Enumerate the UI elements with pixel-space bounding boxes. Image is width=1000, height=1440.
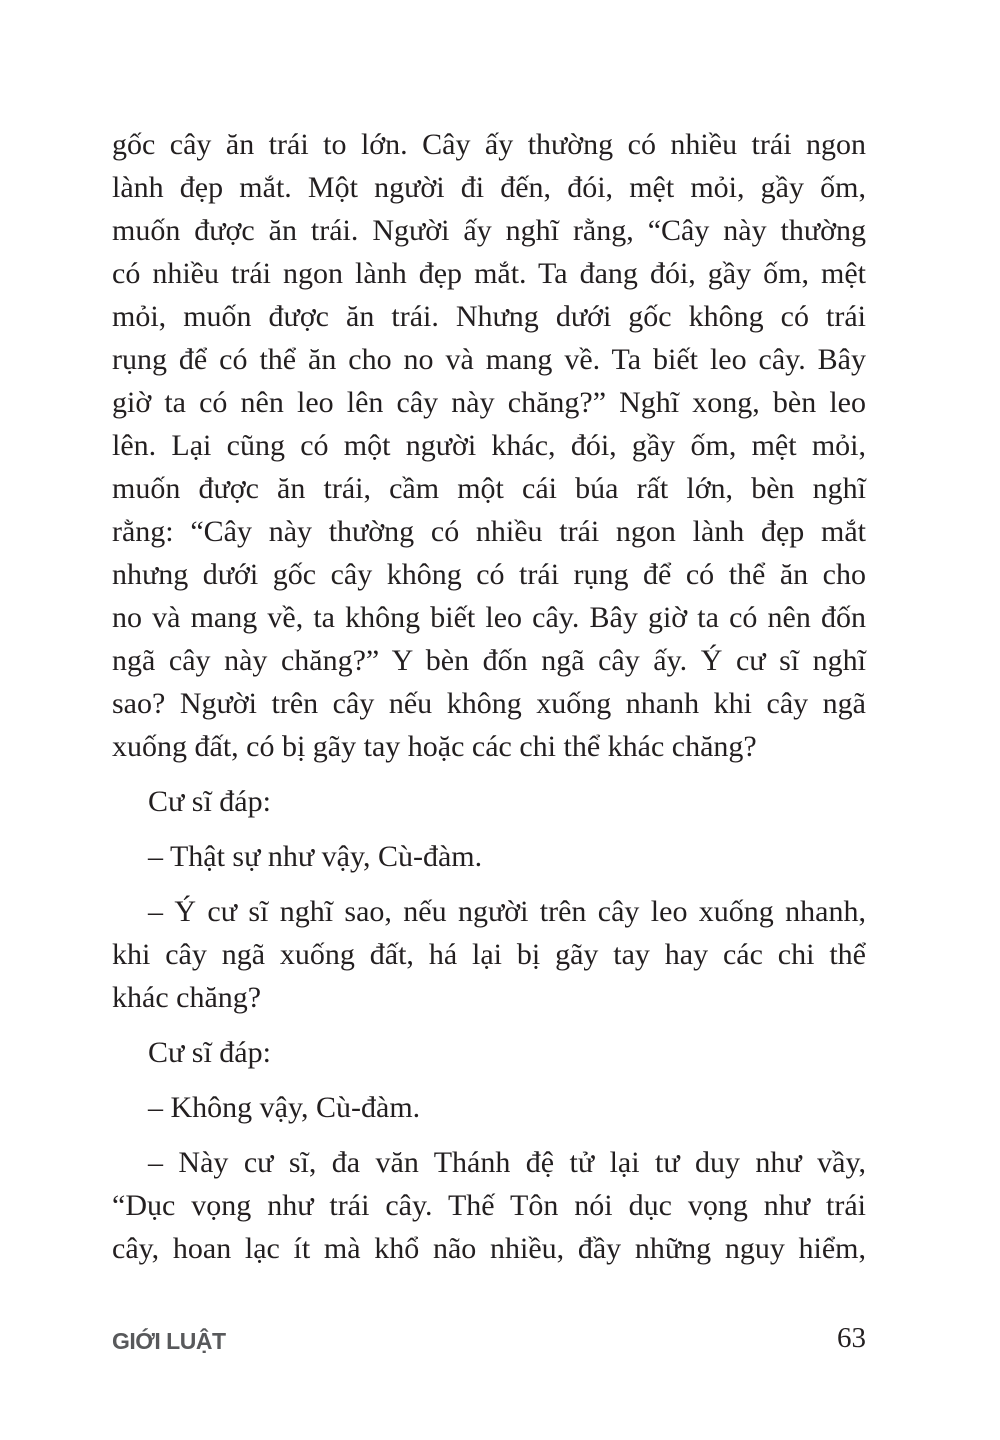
text-line: xuống đất, có bị gãy tay hoặc các chi thể khác chăng? [112,730,757,763]
paragraph-7 [112,1141,866,1270]
page-number: 63 [837,1322,866,1354]
paragraph-5: Cư sĩ đáp: [148,1036,271,1069]
paragraph-2: Cư sĩ đáp: [148,785,271,818]
text-line: nhưng dưới gốc cây không có trái rụng để có thể ăn cho [112,558,866,591]
text-line: lên. Lại cũng có một người khác, đói, gầy ốm, mệt mỏi, [112,429,866,462]
text-line: muốn được ăn trái, cầm một cái búa rất lớn, bèn nghĩ [112,472,866,505]
text-line: mỏi, muốn được ăn trái. Nhưng dưới gốc không có trái [112,300,866,333]
text-line: gốc cây ăn trái to lớn. Cây ấy thường có nhiều trái ngon [112,128,866,161]
text-line: – Ý cư sĩ nghĩ sao, nếu người trên cây leo xuống nhanh, [148,895,866,928]
text-line: giờ ta có nên leo lên cây này chăng?” Nghĩ xong, bèn leo [112,386,866,419]
text-line: “Dục vọng như trái cây. Thế Tôn nói dục vọng như trái [112,1189,866,1222]
text-line: rằng: “Cây này thường có nhiều trái ngon lành đẹp mắt [112,515,866,548]
text-line: lành đẹp mắt. Một người đi đến, đói, mệt mỏi, gầy ốm, [112,171,866,204]
text-line: cây, hoan lạc ít mà khổ não nhiều, đầy những nguy hiểm, [112,1232,866,1265]
paragraph-6: – Không vậy, Cù-đàm. [148,1091,421,1124]
text-line: khác chăng? [112,981,262,1014]
text-line: muốn được ăn trái. Người ấy nghĩ rằng, “Cây này thường [112,214,866,247]
text-line: rụng để có thể ăn cho no và mang về. Ta biết leo cây. Bây [112,343,866,376]
text-line: no và mang về, ta không biết leo cây. Bây giờ ta có nên đốn [112,601,866,634]
paragraph-1 [112,123,866,768]
running-footer-title: GIỚI LUẬT [112,1328,226,1354]
text-line: ngã cây này chăng?” Y bèn đốn ngã cây ấy. Ý cư sĩ nghĩ [112,644,866,677]
paragraph-3: – Thật sự như vậy, Cù-đàm. [148,840,483,873]
body-text [112,123,866,1270]
text-line: – Này cư sĩ, đa văn Thánh đệ tử lại tư duy như vầy, [148,1146,866,1179]
text-line: khi cây ngã xuống đất, há lại bị gãy tay hay các chi thể [112,938,866,971]
text-line: có nhiều trái ngon lành đẹp mắt. Ta đang đói, gầy ốm, mệt [112,257,866,290]
text-line: sao? Người trên cây nếu không xuống nhanh khi cây ngã [112,687,866,720]
paragraph-4 [112,890,866,1019]
